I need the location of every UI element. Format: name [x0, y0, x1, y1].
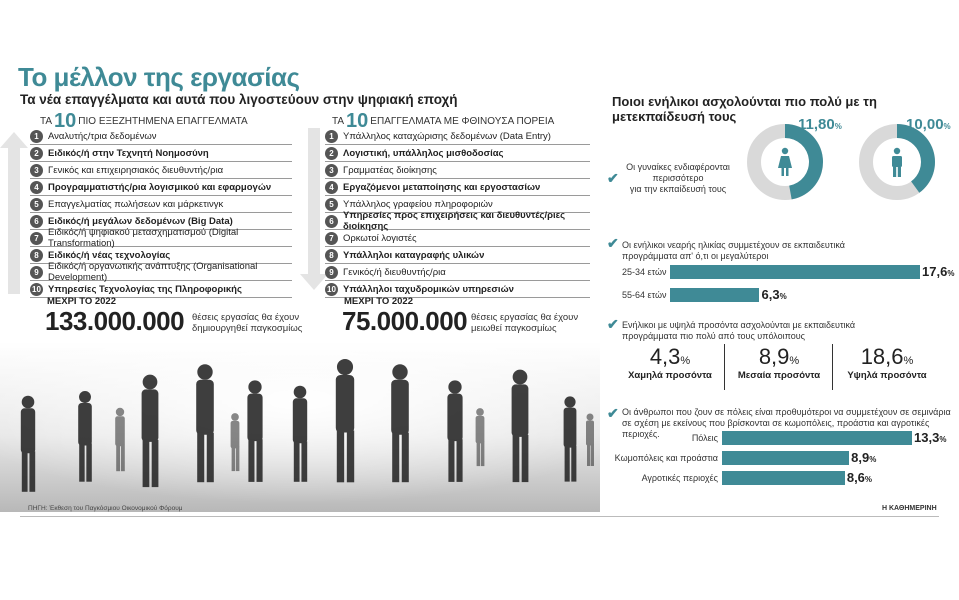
area-note-line1: Οι άνθρωποι που ζουν σε πόλεις είναι προθυμότεροι να συμμετέχουν σε σεμινάρια: [622, 407, 951, 417]
list-item-label: Ειδικός/ή οργανωτικής ανάπτυξης (Organisational Development): [48, 261, 258, 283]
bar-unit: %: [869, 455, 877, 464]
rank-badge: 10: [30, 283, 43, 296]
list-item-label: Επαγγελματίας πωλήσεων και μάρκετινγκ: [48, 198, 224, 210]
gender-note: [622, 162, 734, 195]
rank-badge: 3: [325, 164, 338, 177]
women-pct: [798, 116, 842, 133]
bar-value-label: [922, 264, 954, 279]
page-title: Το μέλλον της εργασίας: [18, 62, 300, 92]
edu-value-unit: %: [789, 355, 800, 367]
check-icon: ✔: [607, 170, 619, 186]
men-pct: [906, 116, 951, 133]
edu-label: Μεσαία προσόντα: [737, 370, 821, 381]
edu-figure: [616, 344, 724, 381]
source-note: ΠΗΓΗ: Έκθεση του Παγκόσμιου Οικονομικού Φόρουμ: [28, 505, 183, 512]
check-icon: ✔: [607, 405, 619, 421]
growing-number: 133.000.000: [45, 306, 185, 336]
check-icon: ✔: [607, 235, 619, 251]
rank-badge: 6: [325, 215, 338, 228]
bar-category-label: Πόλεις: [691, 433, 718, 443]
rank-badge: 10: [325, 283, 338, 296]
edu-value-unit: %: [903, 355, 914, 367]
check-icon: ✔: [607, 316, 619, 332]
person-silhouette: [115, 408, 125, 471]
declining-number: 75.000.000: [342, 306, 468, 336]
donut-slice: [785, 124, 823, 199]
bar-value-label: [761, 287, 786, 302]
growing-heading-pre: ΤΑ: [40, 116, 53, 127]
women-pct-unit: %: [834, 122, 842, 131]
donut-women: [754, 124, 823, 199]
edu-figure: [832, 344, 941, 390]
list-item: [325, 145, 590, 162]
declining-until: ΜΕΧΡΙ ΤΟ 2022: [344, 296, 413, 307]
gender-note-line1: Οι γυναίκες ενδιαφέρονται: [626, 162, 730, 172]
brand-logo-text: Η ΚΑΘΗΜΕΡΙΝΗ: [882, 505, 937, 512]
edu-label: Υψηλά προσόντα: [847, 370, 927, 381]
list-item-label: Υπάλληλος γραφείου πληροφοριών: [343, 198, 493, 210]
rank-badge: 5: [325, 198, 338, 211]
list-item-label: Ειδικός/ή μεγάλων δεδομένων (Big Data): [48, 215, 233, 227]
list-item: [30, 196, 292, 213]
rank-badge: 1: [30, 130, 43, 143]
bar-category-label: 25-34 ετών: [622, 267, 667, 277]
list-item: [30, 145, 292, 162]
rank-badge: 8: [325, 249, 338, 262]
gender-note-line3: για την εκπαίδευσή τους: [629, 184, 727, 194]
list-item-label: Αναλυτής/τρια δεδομένων: [48, 130, 157, 142]
growing-desc: [192, 312, 302, 334]
edu-note-line1: Ενήλικοι με υψηλά προσόντα ασχολούνται με εκπαιδευτικά: [622, 320, 856, 330]
list-item: [30, 162, 292, 179]
growing-until: ΜΕΧΡΙ ΤΟ 2022: [47, 296, 116, 307]
list-item: [30, 261, 292, 283]
declining-heading-pre: ΤΑ: [332, 116, 345, 127]
age-note-line2: προγράμματα απ' ό,τι οι μεγαλύτεροι: [622, 251, 769, 261]
age-note: [622, 240, 845, 262]
bar-unit: %: [864, 475, 873, 484]
edu-value-unit: %: [680, 355, 691, 367]
list-item-label: Υπηρεσίες Τεχνολογίας της Πληροφορικής: [48, 283, 242, 295]
women-pct-value: 11,80: [798, 116, 835, 133]
growing-heading-number: 10: [54, 110, 77, 132]
page-subtitle: Τα νέα επαγγέλματα και αυτά που λιγοστεύουν στην ψηφιακή εποχή: [20, 92, 458, 107]
edu-note-line2: προγράμματα πιο πολύ από τους υπόλοιπους: [622, 331, 805, 341]
growing-heading-post: ΠΙΟ ΕΞΕΖΗΤΗΜΕΝΑ ΕΠΑΓΓΕΛΜΑΤΑ: [78, 116, 248, 127]
list-item: [325, 179, 590, 196]
list-item-label: Ορκωτοί λογιστές: [343, 232, 417, 244]
list-item: [30, 128, 292, 145]
list-item: [325, 128, 590, 145]
person-silhouette: [586, 414, 594, 467]
edu-value: [616, 344, 724, 370]
bar-value: 8,6: [846, 470, 865, 485]
edu-label: Χαμηλά προσόντα: [628, 370, 712, 381]
rank-badge: 9: [30, 266, 43, 279]
rank-badge: 4: [325, 181, 338, 194]
list-item: [325, 230, 590, 247]
edu-figure: [724, 344, 833, 390]
list-item: [325, 162, 590, 179]
edu-value-number: 4,3: [649, 344, 681, 369]
edu-note: [622, 320, 855, 342]
rank-badge: 2: [325, 147, 338, 160]
edu-figures: [616, 344, 941, 392]
list-item-label: Ειδικός/ή νέας τεχνολογίας: [48, 249, 171, 261]
declining-desc-line1: θέσεις εργασίας θα έχουν: [471, 312, 579, 323]
donut-men: [866, 124, 935, 193]
list-item-label: Υπάλληλος καταχώρισης δεδομένων (Data Entry): [343, 130, 551, 142]
bar: [670, 288, 759, 302]
down-arrow-icon: [300, 128, 328, 290]
edu-value-number: 18,6: [860, 344, 904, 369]
up-arrow-icon: [0, 132, 28, 294]
age-note-line1: Οι ενήλικοι νεαρής ηλικίας συμμετέχουν σε εκπαιδευτικά: [622, 240, 845, 250]
crowd-photo: [0, 342, 600, 512]
list-item: [325, 210, 590, 232]
bar-value: 8,9: [851, 450, 870, 465]
rank-badge: 4: [30, 181, 43, 194]
bar-unit: %: [947, 269, 955, 278]
list-item-label: Ειδικός/ή στην Τεχνητή Νοημοσύνη: [48, 147, 209, 159]
right-title: Ποιοι ενήλικοι ασχολούνται πιο πολύ με τη μετεκπαίδευσή τους: [612, 94, 877, 124]
men-pct-value: 10,00: [906, 116, 944, 133]
woman-icon: [778, 148, 792, 176]
bar: [722, 471, 845, 485]
bar-value: 13,3: [914, 430, 940, 445]
rank-badge: 6: [30, 215, 43, 228]
declining-heading-number: 10: [346, 110, 369, 132]
edu-value: [833, 344, 941, 370]
bar: [670, 265, 920, 279]
bar-category-label: 55-64 ετών: [622, 290, 667, 300]
bar-value: 6,3: [761, 287, 780, 302]
list-item: [30, 179, 292, 196]
person-silhouette: [476, 408, 485, 466]
list-item-label: Υπάλληλοι ταχυδρομικών υπηρεσιών: [343, 283, 514, 295]
rank-badge: 2: [30, 147, 43, 160]
bar-value-label: [847, 470, 872, 485]
rank-badge: 5: [30, 198, 43, 211]
list-item-label: Γραμματέας διοίκησης: [343, 164, 437, 176]
rank-badge: 7: [30, 232, 43, 245]
bar: [722, 431, 912, 445]
declining-desc-line2: μειωθεί παγκοσμίως: [471, 323, 557, 334]
bar-unit: %: [779, 292, 787, 301]
list-item-label: Γενικός/ή διευθυντής/ρια: [343, 266, 446, 278]
rank-badge: 7: [325, 232, 338, 245]
list-item: [30, 227, 292, 249]
gender-note-line2: περισσότερο: [652, 173, 704, 183]
list-item-label: Εργαζόμενοι μεταποίησης και εργοστασίων: [343, 181, 541, 193]
bar-value: 17,6: [922, 264, 948, 279]
list-item-label: Υπηρεσίες προς επιχειρήσεις και διευθυντές/ριες διοίκησης: [343, 210, 566, 232]
declining-list: [325, 128, 590, 298]
list-item-label: Υπάλληλοι καταγραφής υλικών: [343, 249, 485, 261]
men-pct-unit: %: [943, 122, 951, 131]
rank-badge: 3: [30, 164, 43, 177]
growing-desc-line1: θέσεις εργασίας θα έχουν: [192, 312, 300, 323]
donut-slice: [897, 124, 935, 193]
growing-list: [30, 128, 292, 298]
edu-value: [725, 344, 833, 370]
bar-value-label: [851, 450, 876, 465]
list-item-label: Γενικός και επιχειρησιακός διευθυντής/ρια: [48, 164, 224, 176]
list-item-label: Λογιστική, υπάλληλος μισθοδοσίας: [343, 147, 504, 159]
bottom-divider: [20, 516, 939, 517]
list-item: [325, 264, 590, 281]
bar-unit: %: [939, 435, 947, 444]
list-item: [325, 247, 590, 264]
rank-badge: 9: [325, 266, 338, 279]
bar: [722, 451, 849, 465]
bar-category-label: Κωμοπόλεις και προάστια: [614, 453, 718, 463]
bar-category-label: Αγροτικές περιοχές: [641, 473, 718, 483]
declining-heading-post: ΕΠΑΓΓΕΛΜΑΤΑ ΜΕ ΦΘΙΝΟΥΣΑ ΠΟΡΕΙΑ: [370, 116, 555, 127]
list-item-label: Προγραμματιστής/ρια λογισμικού και εφαρμογών: [48, 181, 272, 193]
rank-badge: 8: [30, 249, 43, 262]
edu-value-number: 8,9: [758, 344, 790, 369]
bar-value-label: [914, 430, 946, 445]
age-bar-chart: [622, 262, 955, 307]
man-icon: [892, 148, 902, 177]
list-item-label: Ειδικός/ή ψηφιακού μετασχηματισμού (Digital Transformation): [48, 227, 239, 249]
growing-desc-line2: δημιουργηθεί παγκοσμίως: [192, 323, 303, 334]
declining-desc: [471, 312, 578, 334]
rank-badge: 1: [325, 130, 338, 143]
area-note-line2: σε σχέση με εκείνους που βρίσκονται σε κωμοπόλεις, προάστια και αγροτικές περιοχές.: [622, 418, 930, 439]
person-silhouette: [231, 413, 240, 471]
area-bar-chart: [600, 430, 950, 490]
